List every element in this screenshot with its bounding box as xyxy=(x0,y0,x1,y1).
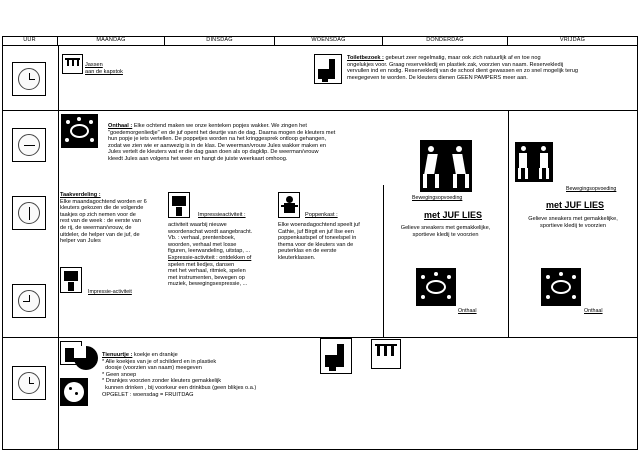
gymnastics-icon xyxy=(515,142,553,182)
clock-icon xyxy=(12,62,46,96)
toilet-icon xyxy=(314,54,342,84)
toilet-icon xyxy=(320,338,352,374)
toilet-text: Toiletbezoek : gebeurt zeer regelmatig, maar ook zich natuurlijk af en toe nog ongelukjes voor. Graag reservekledij en plastiek zak, voorzien van naam. Reservekledij vervullen ind en nodig. Reservekledij van de school dient gewassen en zo snel mogelijk terug meegegeven te worden. De kleuters dienen GEEN PAMPERS meer aan. xyxy=(347,55,579,81)
aan-kapstok-label: aan de kapstok xyxy=(85,69,123,75)
met-juf-lies-donderdag: met JUF LIES xyxy=(424,210,483,220)
onthaal-label-vrijdag: Onthaal xyxy=(584,308,603,314)
coat-rack-icon xyxy=(371,339,401,369)
impressie-title: Impressieactiviteit : xyxy=(198,212,246,218)
gymnastics-icon xyxy=(420,140,472,192)
bewegingsopvoeding-label-donderdag: Bewegingsopvoeding xyxy=(412,195,463,201)
impressie-text: activiteit waarbij nieuwe woordenschat wordt aangebracht. Vb. : verhaal, prentenboek, woorden, verhaal met losse figuren, leerwandeling, uitstap, ... Expressie-activiteit : ontdekken of spelen met liedjes, dansen met het verhaal, ritmiek, spelen met instrumenten, bewegen op muziek, bewegingsexpressie, ... xyxy=(168,222,253,288)
tienuurtje-text: Tienuurtje : koekje en drankje * Alle koekjes van je of schilderd en in plastiek doosje (voorzien van naam) meegeven * Geen snoep * Drankjes voorzien zonder kleuters gemakkelijk kunnen drinken , bij voorkeur een drinkbus (geen blikjes o.a.) OPGELET : woensdag = FRUITDAG xyxy=(102,352,257,398)
group-circle-icon xyxy=(61,114,98,148)
gelieve-text-vrijdag: Gelieve sneakers met gemakkelijke, sportieve kledij te voorzien xyxy=(528,216,618,229)
pie-cookie-icon xyxy=(74,346,98,370)
group-circle-icon xyxy=(416,268,456,306)
header-uur: UUR xyxy=(2,36,58,45)
clock-icon xyxy=(12,128,46,162)
impressie-activiteit-label: Impressie-activiteit xyxy=(88,289,132,295)
header-donderdag: DONDERDAG xyxy=(383,36,508,45)
coat-rack-icon xyxy=(62,54,83,74)
header-maandag: MAANDAG xyxy=(58,36,165,45)
header-vrijdag: VRIJDAG xyxy=(559,37,586,43)
clock-icon xyxy=(12,196,46,230)
jassen-label: Jassen xyxy=(85,62,103,68)
teacher-board-icon xyxy=(60,267,82,293)
poppenkast-title: Poppenkast : xyxy=(305,212,338,218)
puppet-icon xyxy=(278,192,300,218)
header-woensdag: WOENSDAG xyxy=(275,36,383,45)
onthaal-text: Onthaal : Elke ochtend maken we onze kenteken popjes wakker. We zingen het "goedemorgenliedje" en de juf opent het deurtje van de dag. Daarna mogen de kleuters met hun popje je iets vertellen. De poppetjes worden na het kringgesprek ontloop gehangen, zodat we zien wie er aanwezig is in de klas. De weerman/vrouw Jules wakker maken en Jules vertelt de kleuters wat er die dag gaan doen als op dagklip. De weerman/vrouw kleedt Jules aan volgens het weer en hangt de juiste weerkaart omhoog. xyxy=(108,123,336,162)
taakverdeling-text: Taakverdeling : Elke maandagochtend worden er 6 kleuters gekozen die de volgende taakjes op zich nemen voor de rest van de week : de eerste van de rij, de weerman/vrouw, de uitdeler, de helper van de juf, de helper van Jules xyxy=(60,192,147,245)
poppenkast-text: Elke woensdagochtend speelt juf Cathie, juf Birgit en juf Ilse een poppenkastspel of toneelspel in thema voor de kleuters van de peuterklas en de eerste kleuterklassen. xyxy=(278,222,360,261)
header-dinsdag: DINSDAG xyxy=(165,36,275,45)
gelieve-text-donderdag: Gelieve sneakers met gemakkelijke, sportieve kledij te voorzien xyxy=(400,225,491,238)
clock-icon xyxy=(12,284,46,318)
group-circle-icon xyxy=(541,268,581,306)
onthaal-label-donderdag: Onthaal xyxy=(458,308,477,314)
bewegingsopvoeding-label-vrijdag: Bewegingsopvoeding xyxy=(566,186,617,192)
clock-icon xyxy=(12,366,46,400)
cookie-icon xyxy=(60,378,88,406)
teacher-board-icon xyxy=(168,192,190,218)
met-juf-lies-vrijdag: met JUF LIES xyxy=(546,200,605,210)
